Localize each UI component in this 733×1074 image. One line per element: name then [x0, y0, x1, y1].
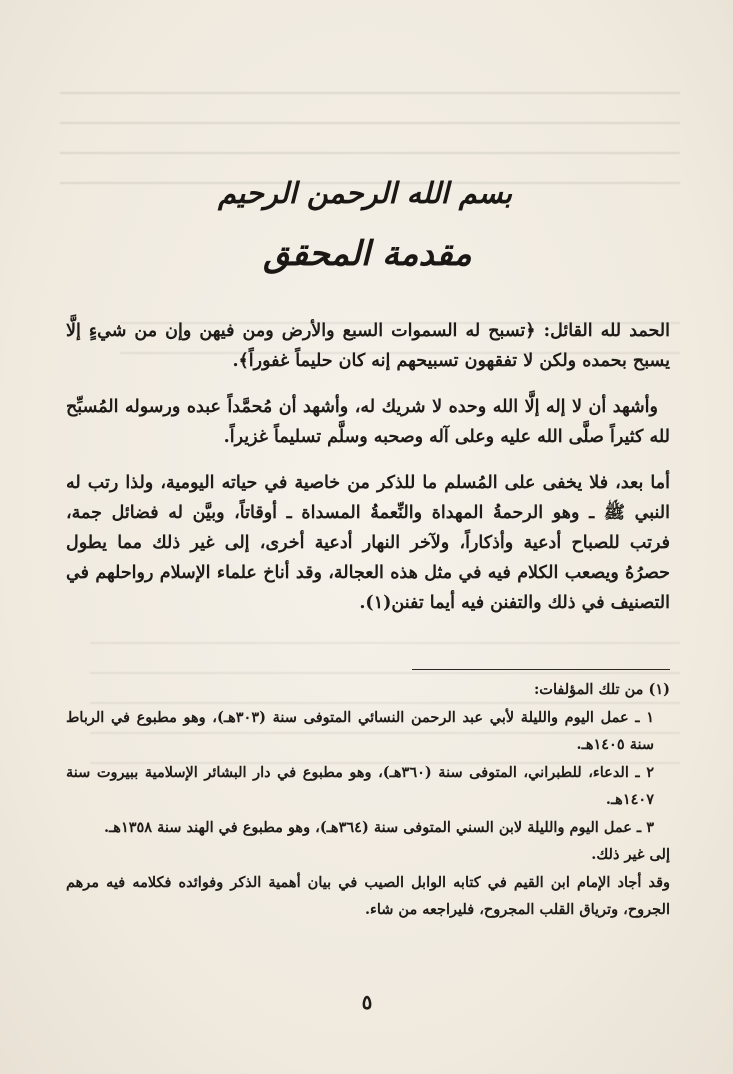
- footnote-intro: (١) من تلك المؤلفات:: [533, 681, 670, 698]
- paragraph: الحمد لله القائل: ﴿تسبح له السموات السبع والأرض ومن فيهن وإن من شيءٍ إلَّا يسبح بحمده ولكن لا تفقهون تسبيحهم إنه كان حليماً غفوراً﴾.: [66, 321, 670, 371]
- main-text: [66, 316, 670, 634]
- footnote-item: ٣ ـ عمل اليوم والليلة لابن السني المتوفى سنة (٣٦٤هـ)، وهو مطبوع في الهند سنة ١٣٥٨هـ.: [103, 818, 654, 836]
- footnote-item: ٢ ـ الدعاء، للطبراني، المتوفى سنة (٣٦٠هـ)، وهو مطبوع في دار البشائر الإسلامية ببيروت سنة ١٤٠٧هـ.: [66, 763, 654, 808]
- page-number: ٥: [361, 990, 373, 1014]
- footnote-item: ١ ـ عمل اليوم والليلة لأبي عبد الرحمن النسائي المتوفى سنة (٣٠٣هـ)، وهو مطبوع في الرباط سنة ١٤٠٥هـ.: [66, 708, 655, 753]
- paragraph: أما بعد، فلا يخفى على المُسلم ما للذكر من خاصية في حياته اليومية، ولذا رتب له النبي ﷺ ـ وهو الرحمةُ المهداة والنِّعمةُ المسداة ـ أوقاتاً، وبيَّن له فضائل جمة، فرتب للصباح أدعية وأذكاراً، ولآخر النهار أدعية أخرى، إلى غير ذلك مما يطول حصرُهُ ويصعب الكلام فيه في مثل هذه العجالة، وقد أناخ علماء الإسلام رواحلهم في التصنيف في ذلك والتفنن فيه أيما تفنن(١).: [66, 473, 670, 613]
- basmala-heading: بسم الله الرحمن الرحيم: [217, 176, 513, 210]
- footnote-etc: إلى غير ذلك.: [591, 846, 670, 863]
- page-title: مقدمة المحقق: [263, 234, 472, 274]
- paragraph: وأشهد أن لا إله إلَّا الله وحده لا شريك له، وأشهد أن مُحمَّداً عبده ورسوله المُسبِّح لله كثيراً صلَّى الله عليه وعلى آله وصحبه وسلَّم تسليماً غزيراً.: [66, 397, 670, 447]
- footnote-closing: وقد أجاد الإمام ابن القيم في كتابه الوابل الصيب في بيان أهمية الذكر وفوائده فكلامه فيه مرهم الجروح، وترياق القلب المجروح، فليراجعه من شاء.: [66, 873, 670, 918]
- footnotes: [66, 676, 670, 924]
- footnote-separator: [412, 669, 670, 670]
